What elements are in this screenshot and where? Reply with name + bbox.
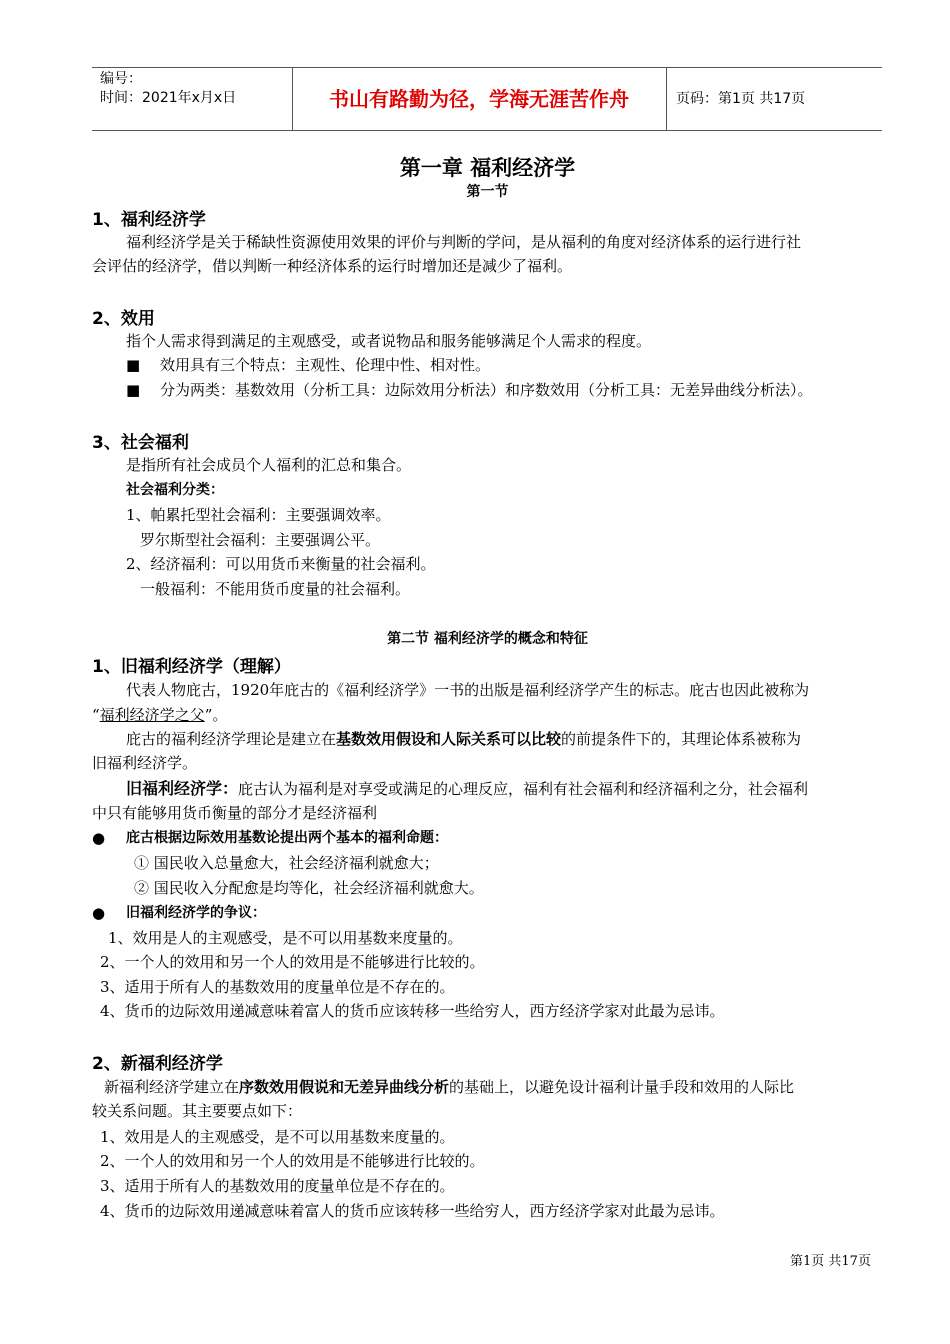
header-motto: 书山有路勤为径，学海无涯苦作舟 (329, 87, 629, 111)
dot-bullet-icon: ● (92, 904, 106, 922)
paragraph-line: 新福利经济学建立在序数效用假说和无差异曲线分析的基础上，以避免设计福利计量手段和效用的人际比 (104, 1078, 795, 1096)
list-item: 分为两类：基数效用（分析工具：边际效用分析法）和序数效用（分析工具：无差异曲线分析法）。 (160, 381, 813, 399)
list-item: 一般福利：不能用货币度量的社会福利。 (140, 580, 411, 598)
chapter-title: 第一章 福利经济学 (399, 156, 576, 180)
list-item: 罗尔斯型社会福利：主要强调公平。 (140, 531, 381, 549)
section-title: 第二节 福利经济学的概念和特征 (387, 631, 588, 647)
paragraph-line: 是指所有社会成员个人福利的汇总和集合。 (126, 456, 412, 474)
paragraph-line: 旧福利经济学。 (92, 754, 198, 772)
header-page-info: 页码：第1页 共17页 (676, 91, 806, 107)
paragraph-line: 代表人物庇古，1920年庇古的《福利经济学》一书的出版是福利经济学产生的标志。庇古也因此被称为 (126, 681, 810, 699)
heading-utility: 2、效用 (92, 309, 155, 329)
list-item: 2、一个人的效用和另一个人的效用是不能够进行比较的。 (100, 953, 485, 971)
list-item: 1、效用是人的主观感受，是不可以用基数来度量的。 (100, 1128, 455, 1146)
page-header (92, 67, 882, 131)
list-item: 1、效用是人的主观感受，是不可以用基数来度量的。 (108, 929, 463, 947)
dot-bullet-icon: ● (92, 829, 106, 847)
time-label: 时间：2021年x月x日 (100, 90, 237, 106)
heading-welfare-economics: 1、福利经济学 (92, 210, 206, 230)
paragraph-line: 庇古的福利经济学理论是建立在基数效用假设和人际关系可以比较的前提条件下的，其理论体系被称为 (126, 730, 802, 748)
list-item: 1、帕累托型社会福利：主要强调效率。 (126, 506, 391, 524)
heading-old-welfare-economics: 1、旧福利经济学（理解） (92, 657, 291, 677)
square-bullet-icon: ■ (126, 356, 141, 374)
page-footer: 第1页 共17页 (790, 1254, 871, 1269)
heading-new-welfare-economics: 2、新福利经济学 (92, 1054, 223, 1074)
section-title: 第一节 (466, 184, 509, 200)
paragraph-line: 福利经济学是关于稀缺性资源使用效果的评价与判断的学问，是从福利的角度对经济体系的运行进行社 (126, 233, 802, 251)
list-item: 4、货币的边际效用递减意味着富人的货币应该转移一些给穷人，西方经济学家对此最为忌讳。 (100, 1002, 725, 1020)
paragraph-line: 旧福利经济学：庇古认为福利是对享受或满足的心理反应，福利有社会福利和经济福利之分，社会福利 (126, 779, 809, 798)
paragraph-line: 指个人需求得到满足的主观感受，或者说物品和服务能够满足个人需求的程度。 (126, 332, 652, 350)
paragraph-line: “福利经济学之父”。 (92, 706, 228, 724)
list-item: 旧福利经济学的争议： (126, 905, 266, 921)
paragraph-line: 较关系问题。其主要要点如下： (92, 1102, 303, 1120)
paragraph-line: 中只有能够用货币衡量的部分才是经济福利 (92, 804, 378, 822)
list-item: 4、货币的边际效用递减意味着富人的货币应该转移一些给穷人，西方经济学家对此最为忌讳。 (100, 1202, 725, 1220)
square-bullet-icon: ■ (126, 381, 141, 399)
list-item: ② 国民收入分配愈是均等化，社会经济福利就愈大。 (134, 879, 484, 897)
list-item: 3、适用于所有人的基数效用的度量单位是不存在的。 (100, 978, 455, 996)
number-label: 编号： (100, 71, 142, 87)
header-meta (100, 70, 300, 108)
list-item: 2、经济福利：可以用货币来衡量的社会福利。 (126, 555, 436, 573)
classification-title: 社会福利分类： (126, 482, 224, 498)
list-item: 3、适用于所有人的基数效用的度量单位是不存在的。 (100, 1177, 455, 1195)
list-item: 2、一个人的效用和另一个人的效用是不能够进行比较的。 (100, 1152, 485, 1170)
list-item: 庇古根据边际效用基数论提出两个基本的福利命题： (126, 830, 448, 846)
list-item: ① 国民收入总量愈大，社会经济福利就愈大； (134, 854, 439, 872)
paragraph-line: 会评估的经济学，借以判断一种经济体系的运行时增加还是减少了福利。 (92, 257, 573, 275)
heading-social-welfare: 3、社会福利 (92, 433, 189, 453)
header-divider (666, 68, 667, 130)
list-item: 效用具有三个特点：主观性、伦理中性、相对性。 (160, 356, 491, 374)
